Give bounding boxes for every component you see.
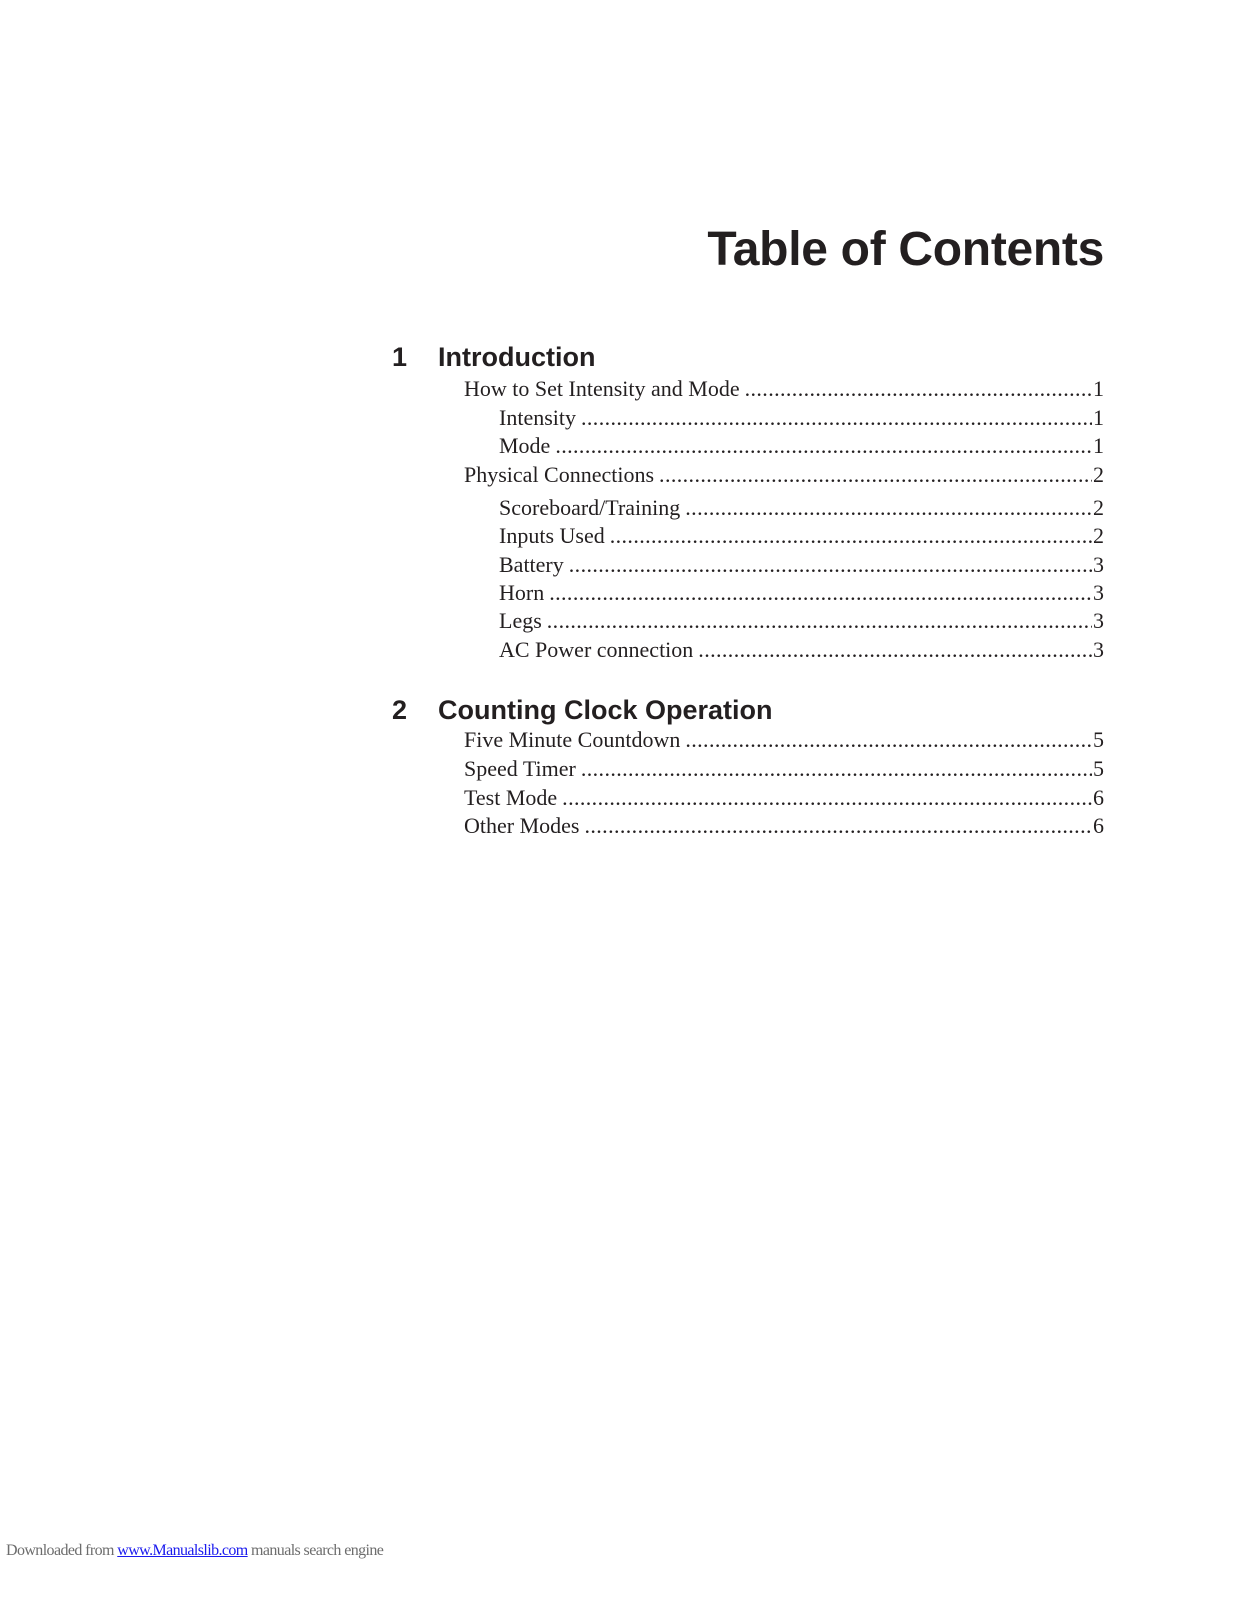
toc-entry-page: 2 <box>1093 495 1104 520</box>
toc-entry[interactable] <box>499 432 1104 460</box>
toc-entry[interactable] <box>464 461 1104 489</box>
toc-entry-label: Inputs Used <box>499 523 605 548</box>
dot-leader <box>562 784 1092 812</box>
toc-entry-label: Speed Timer <box>464 756 576 781</box>
toc-entry-page: 5 <box>1093 756 1104 781</box>
chapter-title: Introduction <box>438 342 596 372</box>
toc-entry-label: Intensity <box>499 405 576 430</box>
toc-entry[interactable] <box>499 494 1104 522</box>
toc-entry-label: Other Modes <box>464 813 580 838</box>
chapter-number: 1 <box>392 342 408 372</box>
toc-entry-label: Battery <box>499 552 564 577</box>
toc-entry-label: How to Set Intensity and Mode <box>464 376 740 401</box>
toc-entry-page: 3 <box>1093 608 1104 633</box>
page-title: Table of Contents <box>707 223 1104 276</box>
toc-entry-page: 1 <box>1093 433 1104 458</box>
dot-leader <box>584 812 1092 840</box>
toc-entry-page: 6 <box>1093 785 1104 810</box>
manualslib-link[interactable]: www.Manualslib.com <box>117 1542 248 1559</box>
toc-entry-label: Physical Connections <box>464 462 655 487</box>
download-footer <box>6 1541 383 1561</box>
toc-entry[interactable] <box>499 522 1104 550</box>
toc-entry-page: 3 <box>1093 552 1104 577</box>
footer-suffix: manuals search engine <box>247 1542 384 1559</box>
dot-leader <box>659 461 1092 489</box>
toc-entry-page: 3 <box>1093 637 1104 662</box>
dot-leader <box>547 607 1092 635</box>
dot-leader <box>555 432 1092 460</box>
toc-entry-page: 2 <box>1093 462 1104 487</box>
toc-entry-label: Scoreboard/Training <box>499 495 681 520</box>
toc-entry-page: 6 <box>1093 813 1104 838</box>
dot-leader <box>581 404 1092 432</box>
toc-entry[interactable] <box>499 551 1104 579</box>
toc-entry-page: 1 <box>1093 376 1104 401</box>
chapter-title: Counting Clock Operation <box>438 695 773 725</box>
toc-entry[interactable] <box>499 404 1104 432</box>
toc-entry-label: Five Minute Countdown <box>464 727 681 752</box>
chapter-number: 2 <box>392 695 408 725</box>
toc-entry[interactable] <box>464 812 1104 840</box>
toc-entry-page: 1 <box>1093 405 1104 430</box>
toc-entry[interactable] <box>464 375 1104 403</box>
dot-leader <box>610 522 1092 550</box>
toc-entry[interactable] <box>499 579 1104 607</box>
toc-entry-label: Test Mode <box>464 785 558 810</box>
toc-entry[interactable] <box>499 636 1104 664</box>
toc-entry-page: 2 <box>1093 523 1104 548</box>
toc-entry-page: 5 <box>1093 727 1104 752</box>
dot-leader <box>685 494 1092 522</box>
toc-entry[interactable] <box>464 784 1104 812</box>
footer-prefix: Downloaded from <box>6 1542 118 1559</box>
toc-entry[interactable] <box>464 726 1104 754</box>
dot-leader <box>549 579 1092 607</box>
dot-leader <box>581 755 1092 783</box>
toc-entry[interactable] <box>464 755 1104 783</box>
toc-entry-label: AC Power connection <box>499 637 694 662</box>
toc-entry[interactable] <box>499 607 1104 635</box>
toc-entry-page: 3 <box>1093 580 1104 605</box>
toc-entry-label: Legs <box>499 608 542 633</box>
dot-leader <box>685 726 1092 754</box>
dot-leader <box>745 375 1092 403</box>
toc-entry-label: Horn <box>499 580 545 605</box>
dot-leader <box>698 636 1092 664</box>
toc-entry-label: Mode <box>499 433 551 458</box>
dot-leader <box>569 551 1092 579</box>
